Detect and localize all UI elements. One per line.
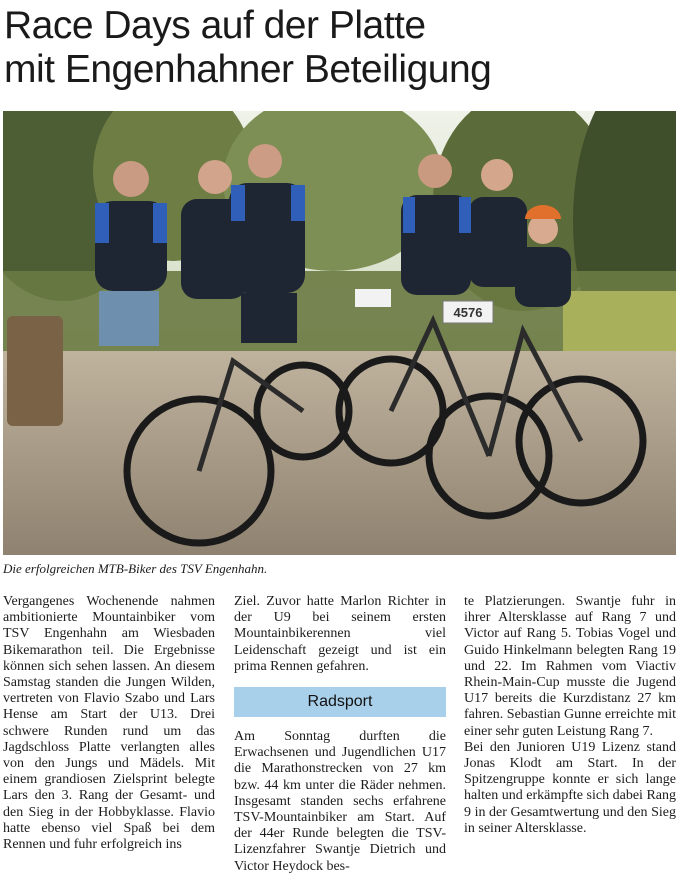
column-3-text-2: Bei den Junioren U19 Lizenz stand Jonas Klodt am Start. In der Spitzengruppe konnte er sich lange halten und erkämpfte sich dabei Rang 9 in der Gesamtwertung und den Sieg in seiner Altersklasse.	[464, 739, 676, 836]
article-column-1	[3, 594, 215, 853]
headline-line-2: mit Engenhahner Beteiligung	[4, 48, 492, 91]
section-label-radsport: Radsport	[234, 687, 446, 717]
team-photo	[3, 111, 676, 555]
headline	[4, 4, 676, 92]
column-2-top-text: Ziel. Zuvor hatte Marlon Richter in der U9 bei seinem ersten Mountainbikerennen viel Leidenschaft gezeigt und ist ein prima Rennen gefahren.	[234, 594, 446, 674]
column-1-text: Vergangenes Wochenende nahmen ambitionierte Mountainbiker vom TSV Engenhahn am Wiesbaden Bikemarathon teil. Die Ergebnisse können sich sehen lassen. An diesem Samstag standen die Jungen Wilden, vertreten von Flavio Szabo und Lars Hense am Start der U13. Drei schwere Runden rund um das Jagdschloss Platte verlangten alles von den Jungs und Mädels. Mit einem grandiosen Zielsprint belegte Lars den 3. Rang der Gesamt- und den Sieg in der Hobbyklasse. Flavio hatte ebenso viel Spaß bei dem Rennen und fuhr erfolgreich ins	[3, 594, 215, 853]
photo-caption: Die erfolgreichen MTB-Biker des TSV Engenhahn.	[3, 561, 268, 576]
article-column-3	[464, 594, 676, 837]
column-3-text-1: te Platzierungen. Swantje fuhr in ihrer Altersklasse auf Rang 7 und Victor auf Rang 5. Tobias Vogel und Guido Hinkelmann belegten Rang 19 und 22. Im Rahmen vom Viactiv Rhein-Main-Cup musste die Jugend U17 bereits die Kurzdistanz 27 km fahren. Sebastian Gunne erreichte mit einer sehr guten Leistung Rang 7.	[464, 594, 676, 739]
bib-number-4576: 4576	[453, 305, 483, 320]
column-2-bottom-text: Am Sonntag durften die Erwachsenen und Jugendlichen U17 die Marathonstrecken von 27 km bzw. 44 km unter die Räder nehmen. Insgesamt standen sechs erfahrene TSV-Mountainbiker am Start. Auf der 44er Runde belegten die TSV-Lizenzfahrer Swantje Dietrich und Victor Heydock bes-	[234, 729, 446, 874]
headline-line-1: Race Days auf der Platte	[4, 4, 426, 47]
article-column-2	[234, 594, 446, 875]
